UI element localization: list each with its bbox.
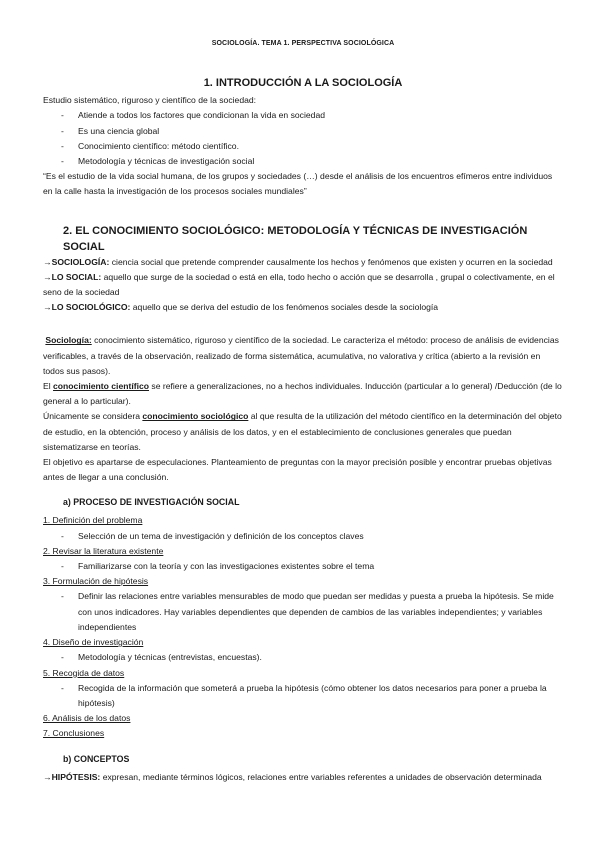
- step-title: 7. Conclusiones: [43, 728, 105, 739]
- list-item: - Selección de un tema de investigación y definición de los conceptos claves: [61, 530, 364, 541]
- subsection-a-title: a) PROCESO DE INVESTIGACIÓN SOCIAL: [63, 497, 240, 508]
- step-title: 3. Formulación de hipótesis: [43, 576, 149, 587]
- step-title: 1. Definición del problema: [43, 515, 143, 526]
- research-steps: [43, 513, 563, 741]
- section-1-quote: “Es el estudio de la vida social humana, de los grupos y sociedades (…) desde el análisis de los encuentros efímeros entre individuos en la calle hasta la investigación de los procesos sociales mundiales”: [43, 171, 553, 197]
- paragraph-objetivo: El objetivo es apartarse de especulaciones. Planteamiento de preguntas con la mayor precisión posible y encontrar pruebas objetivas antes de llegar a una conclusión.: [43, 457, 552, 483]
- definition-sociologia: →SOCIOLOGÍA: ciencia social que pretende comprender causalmente los hechos y fenómenos que existen y ocurren en la sociedad: [43, 256, 553, 267]
- paragraph-conocimiento-sociologico: Únicamente se considera conocimiento sociológico al que resulta de la utilización del método científico en la determinación del objeto de estudio, en la obtención, proceso y análisis de los datos, y en el establecimiento de conclusiones generales que puedan sistematizarse en teorías.: [43, 411, 562, 452]
- step-title: 6. Análisis de los datos: [43, 713, 131, 724]
- section-1-intro: Estudio sistemático, riguroso y científico de la sociedad:: [43, 95, 257, 106]
- step-title: 4. Diseño de investigación: [43, 637, 144, 648]
- list-item: - Metodología y técnicas de investigación social: [61, 156, 255, 167]
- section-1-title: 1. INTRODUCCIÓN A LA SOCIOLOGÍA: [203, 77, 403, 90]
- step-title: 5. Recogida de datos: [43, 667, 125, 678]
- list-item: - Conocimiento científico: método científico.: [61, 140, 239, 151]
- paragraph-sociologia: Sociología: conocimiento sistemático, riguroso y científico de la sociedad. Le caracteriza el método: proceso de análisis de evidencias verificables, a través de la observación, realizado de forma sistemática, acumulativa, no valorativa y crítica (abierto a la revisión en todos sus pasos).: [43, 335, 559, 376]
- section-2-title: 2. EL CONOCIMIENTO SOCIOLÓGICO: METODOLOGÍA Y TÉCNICAS DE INVESTIGACIÓN SOCIAL: [63, 224, 528, 253]
- step-title: 2. Revisar la literatura existente: [43, 545, 164, 556]
- list-item: - Metodología y técnicas (entrevistas, encuestas).: [61, 652, 262, 663]
- running-header: SOCIOLOGÍA. TEMA 1. PERSPECTIVA SOCIOLÓGICA: [211, 40, 395, 47]
- list-item: - Recogida de la información que someterá a prueba la hipótesis (cómo obtener los datos necesarios para poner a prueba la hipótesis): [61, 682, 547, 708]
- document-page: [43, 36, 563, 785]
- definition-lo-social: →LO SOCIAL: aquello que surge de la sociedad o está en ella, todo hecho o acción que se desarrolla , grupal o colectivamente, en el seno de la sociedad: [43, 271, 555, 298]
- paragraph-conocimiento-cientifico: El conocimiento científico se refiere a generalizaciones, no a hechos individuales. Inducción (particular a lo general) /Deducción (de lo general a lo particular).: [43, 381, 562, 407]
- list-item: - Definir las relaciones entre variables mensurables de modo que puedan ser medidas y puesta a prueba la hipótesis. Se mide con unos indicadores. Hay variables dependientes que dependen de cambios de las variables independientes; y variables independientes: [61, 591, 554, 632]
- subsection-b-title: b) CONCEPTOS: [63, 753, 130, 764]
- definition-hipotesis: →HIPÓTESIS: expresan, mediante términos lógicos, relaciones entre variables referentes a unidades de observación determinada: [43, 771, 542, 782]
- definition-lo-sociologico: →LO SOCIOLÓGICO: aquello que se deriva del estudio de los fenómenos sociales desde la sociología: [43, 302, 439, 313]
- list-item: - Familiarizarse con la teoría y con las investigaciones existentes sobre el tema: [61, 561, 375, 572]
- list-item: - Es una ciencia global: [61, 125, 160, 136]
- list-item: - Atiende a todos los factores que condicionan la vida en sociedad: [61, 110, 325, 121]
